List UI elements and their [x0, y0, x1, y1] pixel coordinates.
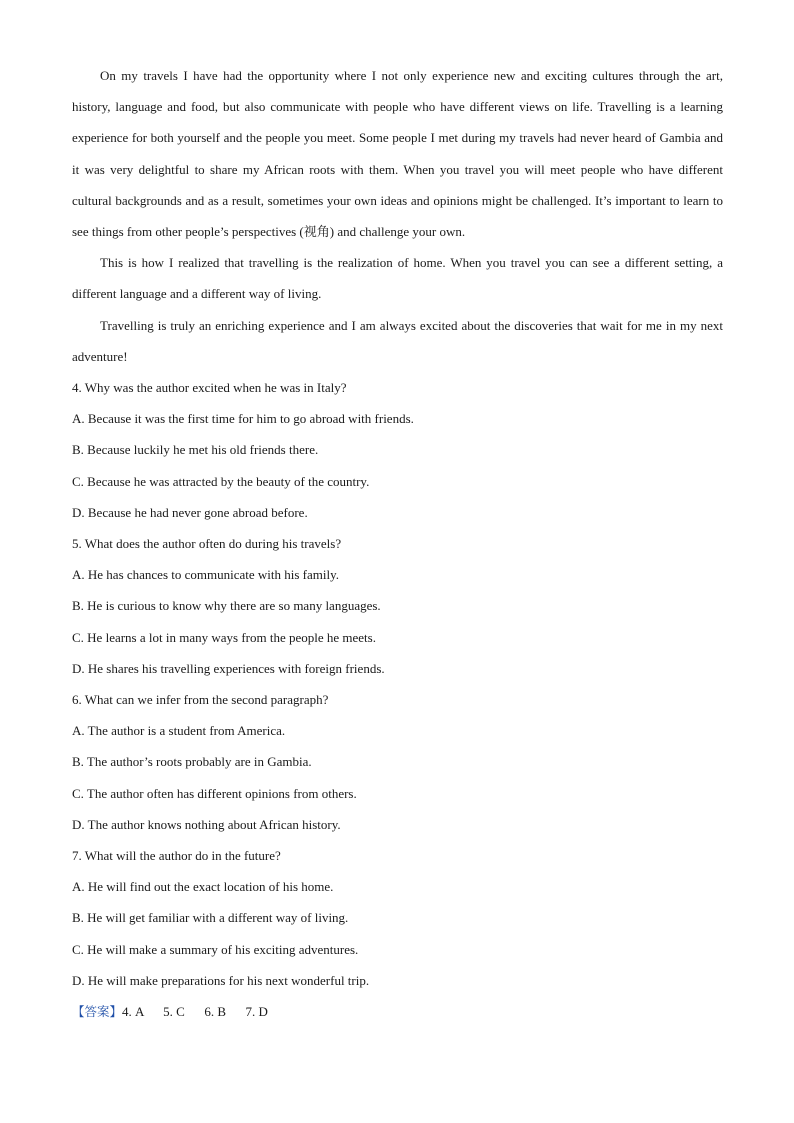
option-b: B. He will get familiar with a different way of living.: [72, 910, 349, 926]
option-a: A. He has chances to communicate with his family.: [72, 567, 340, 583]
document-page: [72, 60, 723, 1027]
option-d: D. Because he had never gone abroad before.: [72, 504, 308, 520]
option-b: B. The author’s roots probably are in Gambia.: [72, 754, 312, 770]
passage-paragraph-2: This is how I realized that travelling is the realization of home. When you travel you can see a different setting, a different language and a different way of living.: [72, 255, 723, 302]
option-c: C. Because he was attracted by the beauty of the country.: [72, 473, 370, 489]
option-b: B. Because luckily he met his old friends there.: [72, 442, 319, 458]
passage-paragraph-1: On my travels I have had the opportunity where I not only experience new and exciting cultures through the art, history, language and food, but also communicate with people who have different views on life. Travelling is a learning experience for both yourself and the people you meet. Some people I met during my travels had never heard of Gambia and it was very delightful to share my African roots with them. When you travel you will meet people who have different cultural backgrounds and as a result, sometimes your own ideas and opinions might be challenged. It’s important to learn to see things from other people’s perspectives (视角) and challenge your own.: [72, 68, 723, 240]
question-stem: 6. What can we infer from the second paragraph?: [72, 692, 329, 708]
option-b: B. He is curious to know why there are so many languages.: [72, 598, 381, 614]
option-a: A. Because it was the first time for him to go abroad with friends.: [72, 411, 414, 427]
answer-text: 4. A 5. C 6. B 7. D: [122, 1004, 268, 1020]
option-a: A. The author is a student from America.: [72, 723, 286, 739]
option-c: C. The author often has different opinions from others.: [72, 785, 357, 801]
option-a: A. He will find out the exact location of his home.: [72, 879, 334, 895]
question-5: [72, 528, 723, 684]
option-c: C. He will make a summary of his exciting adventures.: [72, 941, 359, 957]
answer-key: [72, 996, 723, 1027]
option-d: D. He shares his travelling experiences with foreign friends.: [72, 660, 385, 676]
question-stem: 7. What will the author do in the future?: [72, 848, 281, 864]
question-6: [72, 684, 723, 840]
option-d: D. The author knows nothing about African history.: [72, 816, 341, 832]
passage-paragraph-3: Travelling is truly an enriching experience and I am always excited about the discoveries that wait for me in my next adventure!: [72, 317, 723, 364]
question-7: [72, 840, 723, 996]
option-d: D. He will make preparations for his next wonderful trip.: [72, 972, 370, 988]
answer-label: 【答案】: [72, 1004, 123, 1020]
question-stem: 4. Why was the author excited when he was in Italy?: [72, 380, 347, 396]
question-stem: 5. What does the author often do during his travels?: [72, 536, 342, 552]
option-c: C. He learns a lot in many ways from the people he meets.: [72, 629, 376, 645]
question-4: [72, 372, 723, 528]
